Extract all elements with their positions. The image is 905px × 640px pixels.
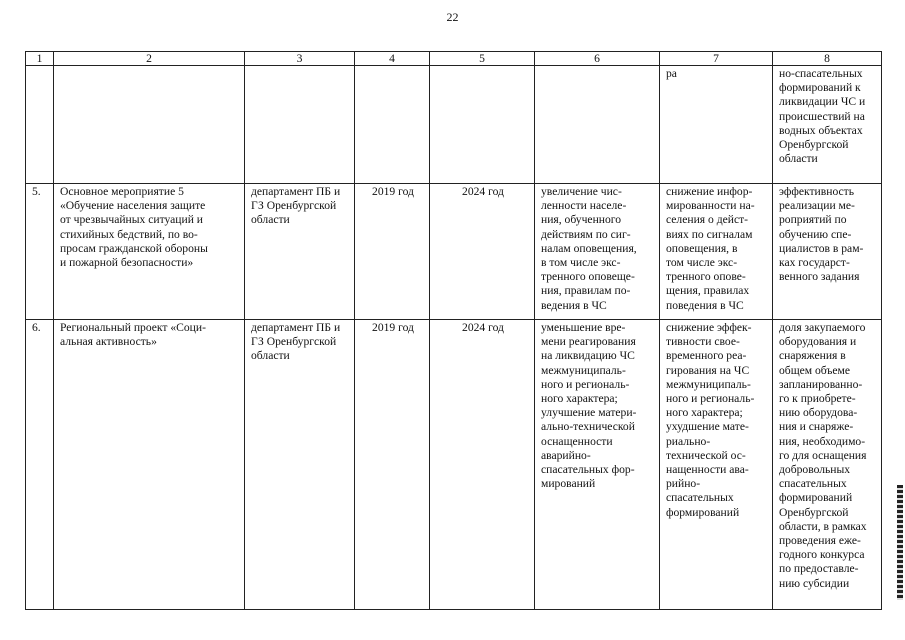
cell-line: рийно- xyxy=(666,477,701,491)
cell-line: области xyxy=(251,349,290,363)
cell-line: общем объеме xyxy=(779,363,851,377)
cell-line: формирований к xyxy=(779,81,861,95)
cell-line: обучению спе- xyxy=(779,227,852,241)
cell-line: ного характера; xyxy=(541,392,618,406)
cell-line: доля закупаемого xyxy=(779,321,866,334)
cell-line: на ликвидацию ЧС xyxy=(541,349,635,363)
cell-line: тренного опове- xyxy=(666,270,746,284)
cell-line: спасательных xyxy=(666,491,734,505)
cell-non-implementation-consequences xyxy=(660,320,773,610)
cell-executor xyxy=(245,66,355,184)
cell-line: ленности населе- xyxy=(541,199,627,213)
cell-start-year xyxy=(355,66,430,184)
measures-table xyxy=(25,51,882,610)
cell-line: аварийно- xyxy=(541,448,591,462)
cell-start-year: 2019 год xyxy=(355,184,430,320)
cell-line: том числе экс- xyxy=(666,256,738,270)
cell-line: го к приобрете- xyxy=(779,392,856,406)
cell-line: реализации ме- xyxy=(779,199,855,213)
cell-line: Региональный проект «Соци- xyxy=(60,321,206,334)
cell-line: поведения в ЧС xyxy=(666,298,744,312)
cell-line: оповещения, в xyxy=(666,241,738,255)
cell-linked-indicator xyxy=(773,184,882,320)
cell-start-year: 2019 год xyxy=(355,320,430,610)
cell-line: технической ос- xyxy=(666,448,746,462)
cell-line: уменьшение вре- xyxy=(541,321,626,334)
cell-line: ведения в ЧС xyxy=(541,298,607,312)
cell-line: щения, правилах xyxy=(666,284,750,298)
table-row xyxy=(26,320,882,610)
cell-end-year: 2024 год xyxy=(430,320,535,610)
cell-line: и пожарной безопасности» xyxy=(60,256,194,270)
cell-line: тренного оповеще- xyxy=(541,270,635,284)
header-col-7: 7 xyxy=(660,52,773,66)
cell-line: ухудшение мате- xyxy=(666,420,749,434)
cell-line: ально-технической xyxy=(541,420,635,434)
cell-line: виях по сигналам xyxy=(666,227,753,241)
cell-line: эффективность xyxy=(779,185,855,198)
cell-line: от чрезвычайных ситуаций и xyxy=(60,213,204,227)
table-row xyxy=(26,184,882,320)
cell-line: ликвидации ЧС и xyxy=(779,95,866,109)
cell-line: Оренбургской xyxy=(779,138,849,152)
cell-line: запланированно- xyxy=(779,377,863,391)
header-row xyxy=(26,52,882,66)
cell-line: годного конкурса xyxy=(779,548,865,562)
cell-line: тивности свое- xyxy=(666,335,740,349)
cell-line: происшествий на xyxy=(779,109,865,123)
cell-measure-name xyxy=(54,320,245,610)
cell-line: снижение инфор- xyxy=(666,185,753,198)
cell-line: Оренбургской xyxy=(779,505,849,519)
cell-line: мированности на- xyxy=(666,199,755,213)
header-col-1: 1 xyxy=(26,52,54,66)
cell-line: спасательных xyxy=(779,477,847,491)
cell-line: ного и региональ- xyxy=(541,377,630,391)
cell-non-implementation-consequences xyxy=(660,184,773,320)
cell-end-year: 2024 год xyxy=(430,184,535,320)
cell-row-number: 5. xyxy=(26,184,54,320)
cell-line: проведения еже- xyxy=(779,534,861,548)
cell-measure-name xyxy=(54,66,245,184)
cell-line: нию оборудова- xyxy=(779,406,858,420)
cell-line: риально- xyxy=(666,434,711,448)
cell-line: налам оповещения, xyxy=(541,241,637,255)
cell-line: действиям по сиг- xyxy=(541,227,631,241)
cell-line: области, в рамках xyxy=(779,519,867,533)
cell-line: области xyxy=(251,213,290,227)
cell-line: нию субсидии xyxy=(779,576,850,590)
cell-line: водных объектах xyxy=(779,123,863,137)
cell-line: временного реа- xyxy=(666,349,747,363)
cell-line: области xyxy=(779,152,818,166)
cell-line: улучшение матери- xyxy=(541,406,637,420)
cell-line: формирований xyxy=(666,505,740,519)
cell-line: ра xyxy=(666,67,677,80)
page-number: 22 xyxy=(446,10,459,24)
cell-line: оснащенности xyxy=(541,434,613,448)
header-col-4: 4 xyxy=(355,52,430,66)
cell-line: ния, необходимо- xyxy=(779,434,866,448)
cell-line: ния, обученного xyxy=(541,213,622,227)
cell-row-number: 6. xyxy=(26,320,54,610)
cell-line: спасательных фор- xyxy=(541,463,635,477)
cell-line: формирований xyxy=(779,491,853,505)
cell-line: снаряжения в xyxy=(779,349,846,363)
cell-line: снижение эффек- xyxy=(666,321,752,334)
cell-line: ГЗ Оренбургской xyxy=(251,199,337,213)
cell-line: ния и снаряже- xyxy=(779,420,854,434)
cell-line: селения о дейст- xyxy=(666,213,749,227)
cell-expected-result xyxy=(535,66,660,184)
cell-line: го для оснащения xyxy=(779,448,867,462)
cell-line: ГЗ Оренбургской xyxy=(251,335,337,349)
cell-line: мирований xyxy=(541,477,596,491)
cell-line: по предоставле- xyxy=(779,562,859,576)
cell-expected-result xyxy=(535,320,660,610)
header-col-2: 2 xyxy=(54,52,245,66)
cell-end-year xyxy=(430,66,535,184)
cell-line: мени реагирования xyxy=(541,335,636,349)
cell-line: ния, правилам по- xyxy=(541,284,631,298)
cell-line: оборудования и xyxy=(779,335,857,349)
cell-line: стихийных бедствий, по во- xyxy=(60,227,198,241)
cell-line: альная активность» xyxy=(60,335,157,349)
cell-line: роприятий по xyxy=(779,213,847,227)
cell-linked-indicator xyxy=(773,320,882,610)
cell-line: венного задания xyxy=(779,270,860,284)
cell-line: ного и региональ- xyxy=(666,392,755,406)
cell-line: «Обучение населения защите xyxy=(60,199,206,213)
table-row xyxy=(26,66,882,184)
cell-line: добровольных xyxy=(779,463,851,477)
cell-line: департамент ПБ и xyxy=(251,321,341,334)
cell-non-implementation-consequences xyxy=(660,66,773,184)
cell-executor xyxy=(245,320,355,610)
cell-executor xyxy=(245,184,355,320)
cell-line: но-спасательных xyxy=(779,67,863,80)
cell-line: ках государст- xyxy=(779,256,850,270)
cell-measure-name xyxy=(54,184,245,320)
cell-line: гирования на ЧС xyxy=(666,363,750,377)
header-col-5: 5 xyxy=(430,52,535,66)
cell-line: просам гражданской обороны xyxy=(60,241,208,255)
cell-line: департамент ПБ и xyxy=(251,185,341,198)
cell-row-number xyxy=(26,66,54,184)
cell-line: в том числе экс- xyxy=(541,256,621,270)
cell-line: увеличение чис- xyxy=(541,185,622,198)
header-col-6: 6 xyxy=(535,52,660,66)
cell-line: циалистов в рам- xyxy=(779,241,864,255)
cell-line: нащенности ава- xyxy=(666,463,749,477)
cell-line: межмуниципаль- xyxy=(666,377,751,391)
scan-edge-mark xyxy=(897,485,903,600)
header-col-8: 8 xyxy=(773,52,882,66)
cell-linked-indicator xyxy=(773,66,882,184)
cell-line: межмуниципаль- xyxy=(541,363,626,377)
cell-line: Основное мероприятие 5 xyxy=(60,185,184,198)
cell-line: ного характера; xyxy=(666,406,743,420)
header-col-3: 3 xyxy=(245,52,355,66)
cell-expected-result xyxy=(535,184,660,320)
